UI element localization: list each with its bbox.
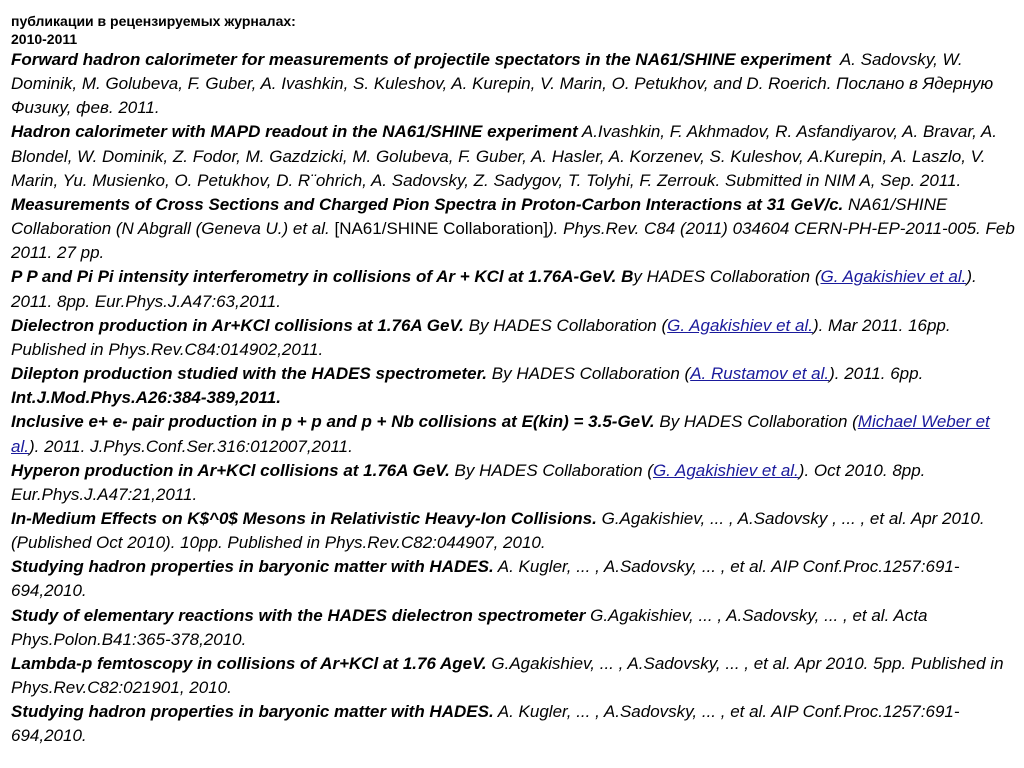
collaboration-prefix: By HADES Collaboration (	[454, 460, 653, 480]
publication-details: A. Sadovsky, W. Dominik, M. Golubeva, F. Guber, A. Ivashkin, S. Kuleshov, A. Kurepin, V. Marin, O. Petukhov, and D. Roerich. Послано в Ядерную Физику, фев. 2011.	[11, 50, 994, 118]
publication-entry	[11, 193, 1017, 265]
publication-details: A. Kugler, ... , A.Sadovsky, ... , et al. AIP Conf.Proc.1257:691-694,2010.	[11, 557, 960, 601]
publication-title: Dielectron production in Ar+KCl collisions at 1.76A GeV.	[11, 315, 464, 335]
publication-title: In-Medium Effects on K$^0$ Mesons in Relativistic Heavy-Ion Collisions.	[11, 508, 597, 528]
publication-entry	[11, 314, 1017, 362]
publication-title: Hadron calorimeter with MAPD readout in the NA61/SHINE experiment	[11, 122, 578, 142]
publication-reference: ). 2011. J.Phys.Conf.Ser.316:012007,2011.	[28, 436, 353, 456]
author-link[interactable]: G. Agakishiev et al.	[820, 267, 967, 287]
publication-entry	[11, 48, 1017, 120]
publication-entry	[11, 120, 1017, 192]
publication-title: Inclusive e+ e- pair production in p + p and p + Nb collisions at E(kin) = 3.5-GeV.	[11, 412, 655, 432]
publication-title: Forward hadron calorimeter for measurements of projectile spectators in the NA61/SHINE experiment	[11, 50, 832, 69]
publication-title: Lambda-p femtoscopy in collisions of Ar+KCl at 1.76 AgeV.	[11, 653, 487, 673]
publication-entry	[11, 265, 1017, 313]
publication-entry	[11, 362, 1017, 410]
publications-page	[11, 12, 1017, 749]
publication-entry	[11, 652, 1017, 700]
author-link[interactable]: G. Agakishiev et al.	[652, 460, 799, 480]
publication-title: P P and Pi Pi intensity interferometry in collisions of Ar + KCl at 1.76A-GeV. B	[11, 267, 634, 287]
publication-title: Dilepton production studied with the HADES spectrometer.	[11, 364, 488, 384]
publication-details: G.Agakishiev, ... , A.Sadovsky , ... , et al. Apr 2010. (Published Oct 2010). 10pp. Published in Phys.Rev.C82:044907, 2010.	[11, 508, 985, 553]
publication-details: G.Agakishiev, ... , A.Sadovsky, ... , et al. Acta Phys.Polon.B41:365-378,2010.	[11, 605, 928, 649]
author-link[interactable]: A. Rustamov et al.	[690, 364, 830, 384]
publication-list	[11, 48, 1017, 749]
publication-title: Studying hadron properties in baryonic matter with HADES.	[11, 557, 494, 577]
publication-reference: ). 2011. 8pp. Eur.Phys.J.A47:63,2011.	[11, 267, 977, 311]
publication-entry	[11, 555, 1017, 603]
publication-title: Measurements of Cross Sections and Charged Pion Spectra in Proton-Carbon Interactions at 31 GeV/c.	[11, 194, 844, 214]
collaboration-label: [NA61/SHINE Collaboration]	[334, 219, 549, 239]
publication-reference: ). Mar 2011. 16pp. Published in Phys.Rev.C84:014902,2011.	[11, 315, 951, 359]
publication-details: G.Agakishiev, ... , A.Sadovsky, ... , et al. Apr 2010. 5pp. Published in Phys.Rev.C82:021901, 2010.	[11, 653, 1004, 698]
author-link[interactable]: Michael Weber et al.	[11, 412, 990, 456]
publication-entry	[11, 700, 1017, 748]
publication-details: NA61/SHINE Collaboration (N Abgrall (Geneva U.) et al.	[11, 194, 948, 239]
publication-title: Study of elementary reactions with the HADES dielectron spectrometer	[11, 605, 586, 625]
publication-reference: ). 2011. 6pp.	[829, 364, 924, 384]
publication-title: Studying hadron properties in baryonic matter with HADES.	[11, 702, 494, 722]
publication-entry	[11, 507, 1017, 555]
publication-entry	[11, 410, 1017, 458]
year-range-heading: 2010-2011	[11, 31, 78, 47]
journal-reference: Int.J.Mod.Phys.A26:384-389,2011.	[11, 388, 281, 408]
publication-entry	[11, 604, 1017, 652]
collaboration-prefix: y HADES Collaboration (	[633, 267, 821, 287]
collaboration-prefix: By HADES Collaboration (	[659, 412, 858, 432]
publication-reference: ). Oct 2010. 8pp. Eur.Phys.J.A47:21,2011.	[11, 460, 926, 504]
author-link[interactable]: G. Agakishiev et al.	[667, 315, 813, 335]
collaboration-prefix: By HADES Collaboration (	[468, 315, 668, 335]
section-heading: публикации в рецензируемых журналах:	[11, 13, 296, 29]
publication-details: A.Ivashkin, F. Akhmadov, R. Asfandiyarov, A. Bravar, A. Blondel, W. Dominik, Z. Fodor, M. Gazdzicki, M. Golubeva, F. Guber, A. Hasler, A. Korzenev, S. Kuleshov, A.Kurepin, A. Laszlo, V. Marin, Yu. Musienko, O. Petukhov, D. R¨ohrich, A. Sadovsky, Z. Sadygov, T. Tolyhi, F. Zerrouk. Submitted in NIM A, Sep. 2011.	[11, 122, 997, 190]
publication-title: Hyperon production in Ar+KCl collisions at 1.76A GeV.	[11, 460, 450, 480]
publication-entry	[11, 459, 1017, 507]
collaboration-prefix: By HADES Collaboration (	[491, 364, 691, 384]
publication-details: A. Kugler, ... , A.Sadovsky, ... , et al. AIP Conf.Proc.1257:691-694,2010.	[11, 702, 960, 746]
publication-reference: ). Phys.Rev. C84 (2011) 034604 CERN-PH-EP-2011-005. Feb 2011. 27 pp.	[11, 219, 1015, 263]
